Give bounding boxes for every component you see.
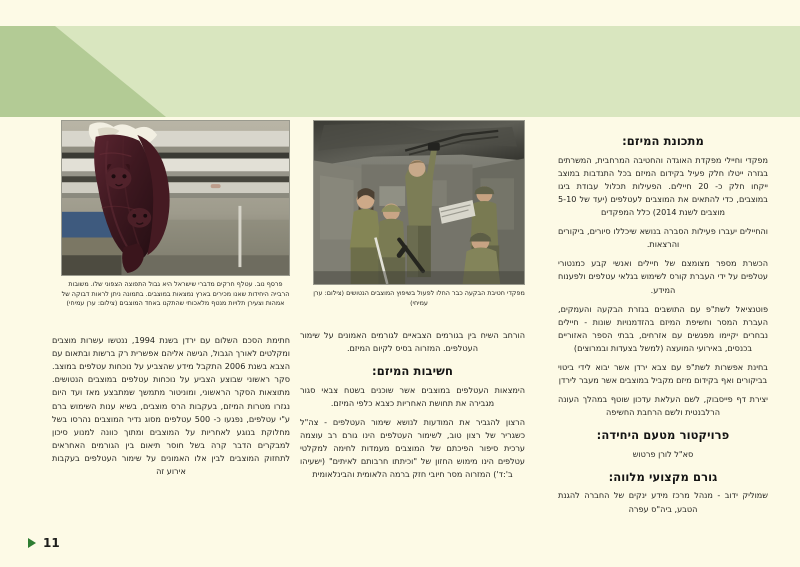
column-left xyxy=(52,334,290,484)
tunnel-photo-caption: מפקדי חטיבת הבקעה כבר החלו לפעול בשיפוץ המוצבים הנטושים (צילום: ערן עמיחי) xyxy=(313,289,525,307)
tunnel-soldiers-photo xyxy=(313,120,525,285)
paragraph-importance-1: הימצאות העטלפים במוצבים אשר שוכנים בשטח צבאי סגור מגבירה את תחושת האחריות כצבא כלפי המיזם. xyxy=(300,384,525,408)
page-number: 11 xyxy=(43,536,60,550)
paragraph-left-history: חתימת הסכם השלום עם ירדן בשנת 1994, ננטשו עשרות מוצבים ומקלטים לאורך הגבול, הגישה אליהם אפשרית רק ברשות ובתאום עם הצבא בשנת 2006 התקבל מידע שהצביע על נוכחות עטלפים במוצב. סקר ראשוני שבוצע הצביע על נוכחות עטלפים במוצבים הנטושים. מתוצאות הסקר הראשוני, ומוניטור מתמשך שמתבצע מאז ועד היום נגזרו מטרות המיזם, בעקבות הרס מוצבים, בשיא ענות השימוש ברם ע"י עטלפים, נפגעו כ- 500 עטלפים מסוג נדיר המוצבים נהרסו בשל מחלוקת בנוגע לאחריות על המוצבים ומתוך כוונה למנוע סיכון למבקרים הדבר קרה בשל חוסר תיאום בין הגורמים האחראים לתחזוק המוצבים לבין אלו האמונים על שימור העטלפים בעקבות אירוע זה xyxy=(52,335,290,477)
paragraph-professional-advisor-name: שמוליק ידוב - מנהל מרכז מידע ינקים של החברה להגנת הטבע, ביה"ס עפרה xyxy=(558,490,768,514)
heading-project-format: מתכונת המיזם: xyxy=(622,134,704,148)
paragraph-project-format-5: בחינת אפשרות לשת"פ עם צבא ירדן אשר יבוא לידי ביטוי בביקורים ואף בקידום מיזם מקביל במוצבים אשר מעבר לירדן xyxy=(558,362,768,386)
paragraph-project-format-2: והחיילים יעברו פעילות הסברה בנושא שיכללו סיורים, ביקורים והרצאות. xyxy=(558,226,768,250)
heading-unit-projector: פרויקטור מטעם היחידה: xyxy=(596,428,730,443)
page-content xyxy=(0,117,800,567)
header-accent-wedge xyxy=(0,26,166,117)
column-right xyxy=(558,134,768,522)
photo-block-bats xyxy=(61,120,290,309)
page-footer xyxy=(28,537,60,549)
fruit-bats-photo xyxy=(61,120,290,276)
paragraph-project-format-6: יצירת דף פייסבוק, לשם העלאת עדכון שוטף במהלך העונה הרלבנטית ולשם הרחבת החשיפה xyxy=(558,394,768,418)
bats-photo-caption: פרסף נוב. עטלף חרקים מדברי שישראל היא גבול התפוצה הצפוני שלו. משובות הרבייה היחידות שאנו מכירים בארץ נמצאות במוצבים. בתמונה ניתן לראות דבוקה של אמהות וצעירן תלויות מנטף מלאכותי שהתקנו באחד המוצבים (צילום: ערן עמיחי) xyxy=(61,280,290,308)
paragraph-project-format-3: הכשרת מספר מצומצם של חיילים ואנשי קבע כמנטורי עטלפים על ידי העברת קורס לשימוש בגלאי עטלפים ולפענוח המידע. xyxy=(558,258,768,295)
heading-project-importance: חשיבות המיזם: xyxy=(372,364,453,379)
paragraph-project-format-1: מפקדי וחיילי מפקדת האוגדה והחטיבה המרחבית, המשרתים בגזרה ייטלו חלק פעיל בקידום המיזם בכל התנדבות במוצב ייקחו חלק כ- 20 חיילים. הפעילות תכלול עבודת ביגו במוצבים, כדי להתאים את המוצבים לעטלפים (יעד של 5-10 מוצבים לשנת 2014) כלל המפקדים xyxy=(558,154,768,217)
column-middle xyxy=(300,329,525,488)
paragraph-unit-projector-name: סא"ל לורן פרטוש xyxy=(632,449,694,459)
paragraph-middle-intro: הורחב השיח בין בגורמים הצבאיים לגורמים האמונים על שימור העטלפים. המזרוה בסיס לקיום המיזם. xyxy=(300,330,525,354)
paragraph-project-format-4: פוטנציאל לשת"פ עם התושבים בגזרת הבקעה והעמקים, העברת המסר וחשיפת המיזם בהזדמנויות שונות - חיילים נבחרים יקיימו מפגשים עם אזרחים, בבתי הספר האזוריים בכנסים, באירועי המועצה (למשל בצעדות ובמרוצים) xyxy=(558,303,768,353)
page-header-band xyxy=(0,26,800,117)
heading-professional-advisor: גורם מקצועי מלווה: xyxy=(608,469,718,484)
paragraph-importance-2: הרצון להגביר את המודעות לנושא שימור העטלפים - צה"ל כשגריר של רצון טוב, לשימור העטלפים הינו גורם רב עוצמה ערכית סיפור הפיכתם של המוצבים מעמדות לחימה למקלטי עטלפים הינו מימוש החזון של "וכיתתו חרבותם לאיתים" (ישעיהו ב':ד') המזרוה מסר חיובי חזק ברמה הלאומית והבינלאומית xyxy=(300,416,525,480)
photo-block-tunnel xyxy=(313,120,525,308)
triangle-marker-icon xyxy=(28,538,36,548)
